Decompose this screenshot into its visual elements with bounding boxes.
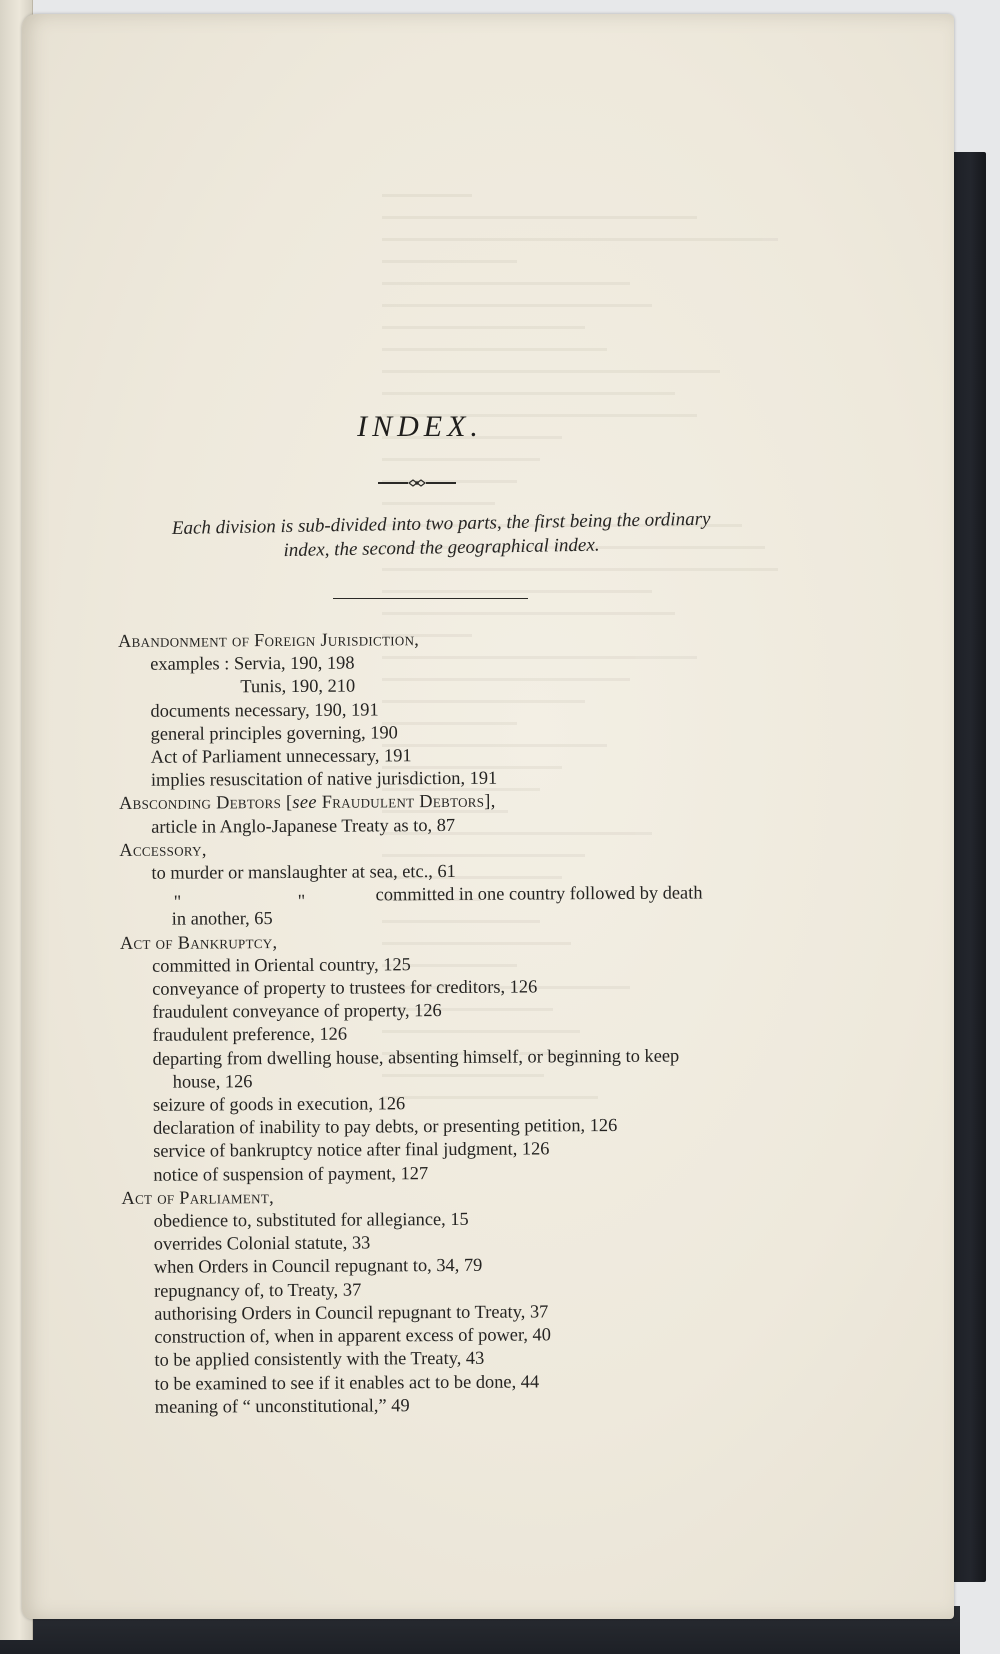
index-subentry: construction of, when in apparent excess of power, 40: [154, 1324, 551, 1347]
index-subentry: documents necessary, 190, 191: [150, 699, 379, 721]
index-subentry: declaration of inability to pay debts, or presenting petition, 126: [152, 1115, 618, 1139]
index-subentry: notice of suspension of payment, 127: [153, 1162, 429, 1185]
divider-rule: [333, 598, 528, 599]
ditto-mark: ": [173, 891, 182, 912]
index-subentry-ditto: [120, 881, 780, 912]
index-continuation: in another, 65: [171, 908, 273, 930]
index-subentry: conveyance of property to trustees for creditors, 126: [152, 976, 538, 999]
see-reference: see: [292, 792, 317, 813]
index-heading-text: Absconding Debtors [: [118, 792, 293, 814]
index-subentry: article in Anglo-Japanese Treaty as to, 87: [151, 814, 456, 837]
intro-note-line-2: index, the second the geographical index.: [283, 534, 600, 562]
index-subentry: fraudulent preference, 126: [152, 1024, 348, 1046]
index-subentry: repugnancy of, to Treaty, 37: [153, 1279, 362, 1301]
index-heading: Accessory,: [119, 839, 207, 860]
index-subentry: authorising Orders in Council repugnant to Treaty, 37: [154, 1301, 549, 1324]
index-subentry: overrides Colonial statute, 33: [153, 1232, 371, 1255]
index-subentry: examples : Servia, 190, 198: [150, 652, 355, 675]
index-subentry: service of bankruptcy notice after final judgment, 126: [153, 1138, 550, 1162]
title-ornament: [378, 477, 456, 489]
intro-note-line-1: Each division is sub-divided into two parts, the first being the ordinary: [171, 508, 711, 540]
index-heading: Act of Parliament,: [121, 1186, 275, 1208]
index-subentry: to murder or manslaughter at sea, etc., 61: [151, 860, 456, 883]
index-subentry: implies resuscitation of native jurisdiction, 191: [150, 767, 498, 791]
index-subentry: to be applied consistently with the Treaty, 43: [154, 1348, 485, 1371]
index-subentry: general principles governing, 190: [150, 722, 398, 744]
index-subentry: when Orders in Council repugnant to, 34, 79: [153, 1255, 483, 1278]
index-title: INDEX.: [357, 410, 483, 443]
index-heading: Abandonment of Foreign Jurisdiction,: [118, 629, 420, 651]
index-heading: Act of Bankruptcy,: [119, 931, 278, 953]
index-subentry: departing from dwelling house, absenting himself, or beginning to keep: [152, 1045, 680, 1069]
index-heading-text: Fraudulent Debtors],: [316, 791, 496, 813]
index-subentry: to be examined to see if it enables act to be done, 44: [154, 1370, 540, 1394]
index-subentry: meaning of “ unconstitutional,” 49: [154, 1394, 410, 1417]
index-subentry: Tunis, 190, 210: [240, 675, 356, 697]
index-subentry: Act of Parliament unnecessary, 191: [150, 745, 412, 767]
index-subentry: seizure of goods in execution, 126: [152, 1093, 406, 1115]
index-subentry: obedience to, substituted for allegiance, 15: [153, 1208, 469, 1231]
index-subentry: committed in Oriental country, 125: [151, 954, 411, 976]
index-subentry: fraudulent conveyance of property, 126: [152, 1000, 442, 1023]
ditto-mark: ": [297, 891, 306, 912]
index-continuation: house, 126: [172, 1071, 253, 1092]
index-subentry-text: committed in one country followed by death: [375, 882, 703, 905]
index-entries: [118, 626, 783, 1419]
